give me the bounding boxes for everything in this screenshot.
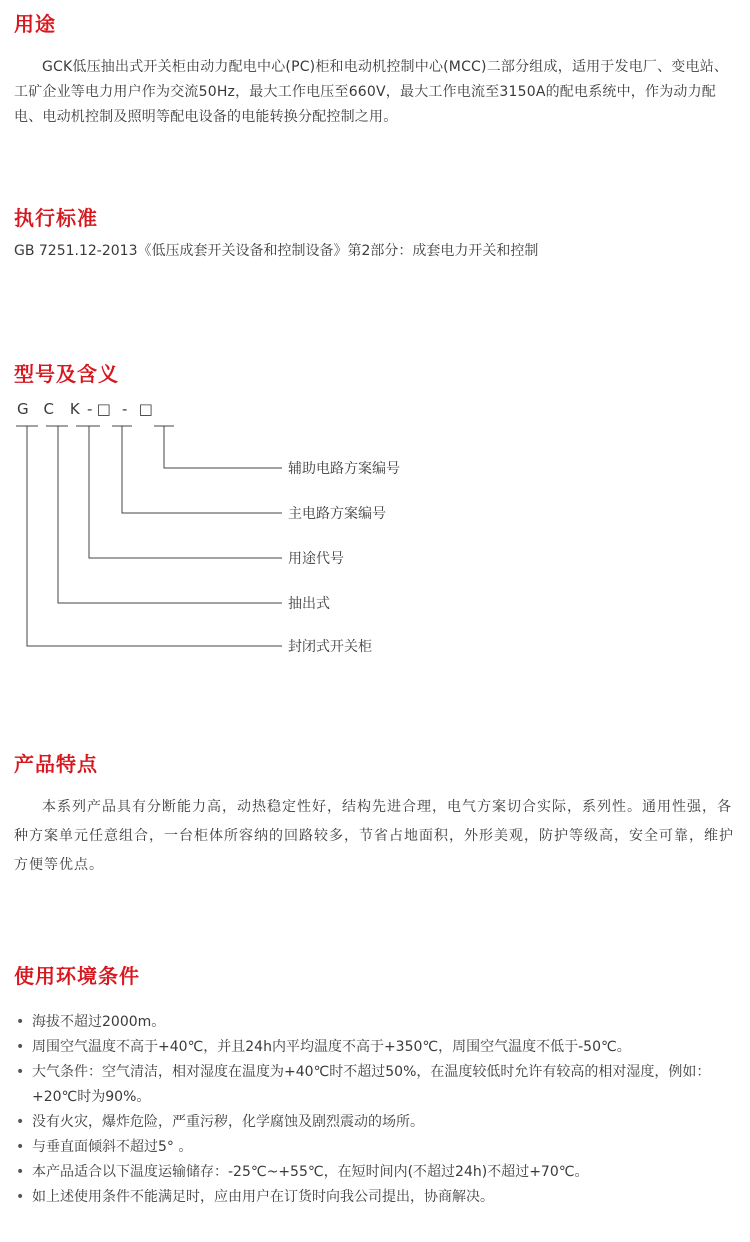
model-code-box: □: [96, 400, 112, 418]
model-code-dash: -: [87, 400, 93, 418]
list-item: • 大气条件：空气清洁，相对湿度在温度为+40℃时不超过50%，在温度较低时允许有较高的相对湿度，例如：+20℃时为90%。: [14, 1060, 740, 1110]
model-code-box: □: [138, 400, 154, 418]
model-code: [14, 400, 154, 418]
leader-main-circuit: [122, 426, 282, 513]
leader-aux-circuit: [164, 426, 282, 468]
usage-heading: 用途: [14, 12, 56, 36]
standard-text: GB 7251.12-2013《低压成套开关设备和控制设备》第2部分：成套电力开关和控制: [14, 243, 539, 259]
leader-enclosed: [27, 426, 282, 646]
model-meaning-diagram: [0, 420, 300, 660]
list-item: • 本产品适合以下温度运输储存：-25℃~+55℃，在短时间内(不超过24h)不超过+70℃。: [14, 1160, 740, 1185]
model-code-char: G: [16, 400, 30, 418]
environment-heading: 使用环境条件: [14, 964, 140, 988]
leader-usage-code: [89, 426, 282, 558]
meaning-enclosed: 封闭式开关柜: [288, 639, 372, 655]
standard-heading: 执行标准: [14, 206, 98, 230]
list-item: • 周围空气温度不高于+40℃，并且24h内平均温度不高于+350℃，周围空气温度不低于-50℃。: [14, 1035, 740, 1060]
list-item: • 没有火灾，爆炸危险，严重污秽，化学腐蚀及剧烈震动的场所。: [14, 1110, 740, 1135]
meaning-main-circuit: 主电路方案编号: [288, 506, 386, 522]
meaning-drawout: 抽出式: [288, 596, 330, 612]
environment-list: [14, 1010, 740, 1210]
model-code-char: C: [43, 400, 55, 418]
model-heading: 型号及含义: [14, 362, 119, 386]
model-code-char: K: [69, 400, 81, 418]
list-item: • 与垂直面倾斜不超过5° 。: [14, 1135, 740, 1160]
usage-paragraph: GCK低压抽出式开关柜由动力配电中心(PC)柜和电动机控制中心(MCC)二部分组成，适用于发电厂、变电站、工矿企业等电力用户作为交流50Hz，最大工作电压至660V，最大工作电流至3150A的配电系统中，作为动力配电、电动机控制及照明等配电设备的电能转换分配控制之用。: [14, 59, 729, 125]
model-code-dash: -: [122, 400, 128, 418]
list-item: • 如上述使用条件不能满足时，应由用户在订货时向我公司提出，协商解决。: [14, 1185, 740, 1210]
features-paragraph: 本系列产品具有分断能力高，动热稳定性好，结构先进合理，电气方案切合实际，系列性。通用性强，各种方案单元任意组合，一台柜体所容纳的回路较多，节省占地面积，外形美观，防护等级高，安全可靠，维护方便等优点。: [14, 799, 734, 873]
list-item: • 海拔不超过2000m。: [14, 1010, 740, 1035]
meaning-usage-code: 用途代号: [288, 551, 344, 567]
features-heading: 产品特点: [14, 752, 98, 776]
leader-drawout: [58, 426, 282, 603]
meaning-aux-circuit: 辅助电路方案编号: [288, 461, 400, 477]
